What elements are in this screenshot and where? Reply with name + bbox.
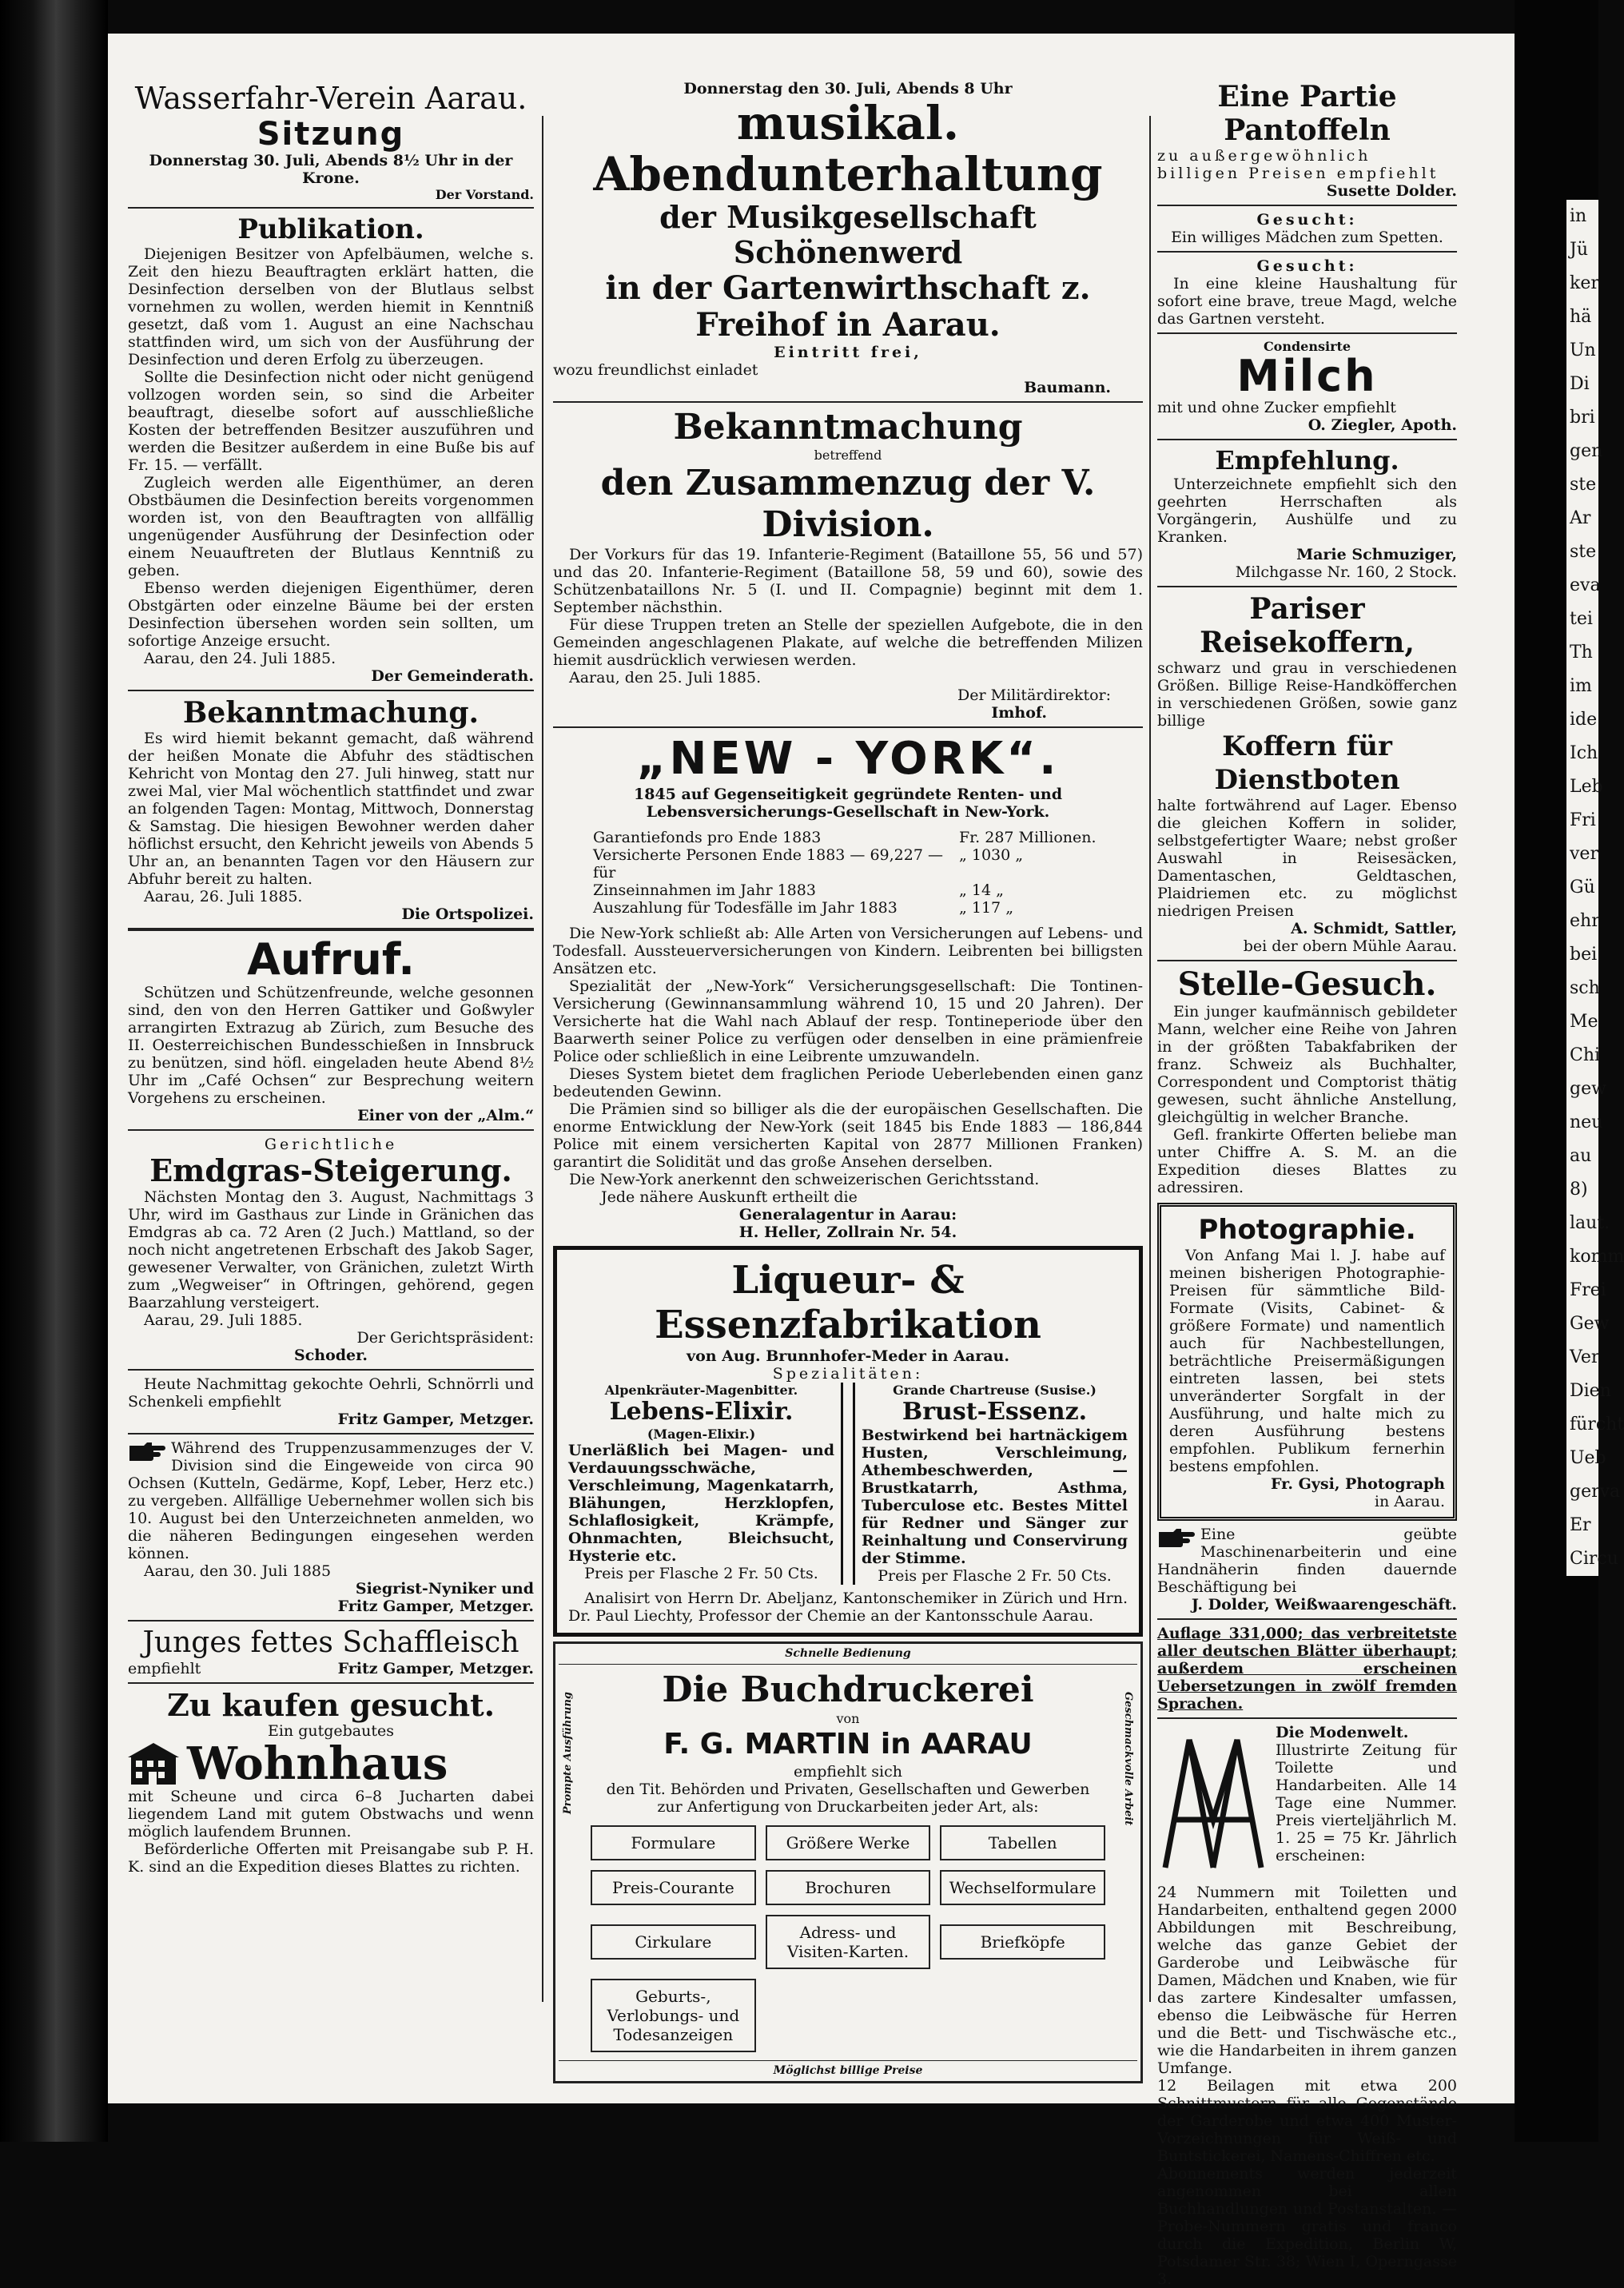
ad-bottom: Möglichst billige Preise [559,2060,1137,2078]
print-product-item: Geburts-, Verlobungs- und Todesanzeigen [591,1979,756,2052]
wohnhaus-ad [128,1689,534,1876]
ad-subtitle: Ein gutgebautes [267,1722,395,1740]
ad-text: Der Vorkurs für das 19. Infanterie-Regiment (Bataillone 55, 56 und 57) und das 20. Infanterie-Regiment (Bataillone 58, 59 und 60), sowie des Schützenbataillons Nr. 5 (I. und II. Compagnie) beginnt mit dem 1. September nächsthin. [553,546,1143,616]
edge-text-fragment: bri [1566,401,1598,435]
ad-title: Gesucht: [1256,257,1358,275]
edge-text-fragment: ehr [1566,905,1598,938]
ad-sign: O. Ziegler, Apoth. [1308,416,1457,434]
ad-sign: J. Dolder, Weißwaarengeschäft. [1191,1596,1457,1614]
edge-text-fragment: gen [1566,435,1598,468]
ad-text: Ebenso werden diejenigen Eigenthümer, deren Obstgärten oder einzelne Bäume bei der ersten Desinfection übersehen worden sein sollten, um sofortige Anzeige ersucht. [128,579,534,650]
ad-role: Der Militärdirektor: [957,686,1111,704]
ad-subtitle: 1845 auf Gegenseitigkeit gegründete Renten- und Lebensversicherungs-Gesellschaft in New-York. [634,786,1062,821]
edge-text-fragment: in [1566,200,1598,233]
empfehlung-ad [1157,445,1457,581]
ad-title: Aufruf. [247,934,415,985]
edge-text-fragment: fürcht [1566,1408,1598,1442]
ad-sign: Die Ortspolizei. [401,905,534,923]
ny-figure-row [593,881,1143,899]
photographie-ad [1157,1203,1457,1521]
ad-sign: Siegrist-Nyniker und [355,1580,534,1598]
print-product-item: Briefköpfe [940,1924,1105,1960]
edge-text-fragment: ide [1566,703,1598,737]
ad-pre: empfiehlt [128,1660,201,1677]
ad-heading: Lebens-Elixir. [609,1398,794,1426]
ad-title: musikal. Abendunterhaltung [593,96,1103,201]
ad-text: empfiehlt sich [793,1763,903,1781]
edge-text-fragment: ver [1566,838,1598,871]
print-product-item: Adress- und Visiten-Karten. [766,1915,931,1969]
print-product-item: Preis-Courante [591,1870,756,1905]
column-left [128,80,534,1876]
ad-role: Der Gerichtspräsident: [356,1329,534,1347]
ad-text: mit und ohne Zucker empfiehlt [1157,399,1396,416]
edge-text-fragment: Th [1566,636,1598,670]
column-rule-1 [542,116,543,2002]
zusammenzug-ad [553,408,1143,722]
ad-side-left: Prompte Ausführung [562,1692,574,1815]
aufruf-ad [128,936,534,1124]
edge-text-fragment: au [1566,1140,1598,1173]
oehrli-ad [128,1375,534,1428]
ad-sign: Fr. Gysi, Photograph [1271,1475,1445,1493]
edge-text-fragment: Circu [1566,1542,1598,1576]
ad-agent: Generalagentur in Aarau: [738,1206,957,1224]
gesucht-ad-1 [1157,211,1457,246]
column-rule-2 [1149,116,1151,2002]
ad-pretitle: Gerichtliche [264,1136,398,1153]
edge-text-fragment: komm [1566,1240,1598,1274]
print-products-grid [587,1822,1109,2055]
auflage-notice: Auflage 331,000; das verbreitetste aller deutschen Blätter überhaupt; außerdem erscheinen Uebersetzungen in zwölf fremden Sprachen. [1157,1625,1457,1713]
ad-text: In eine kleine Haushaltung für sofort eine brave, treue Magd, welche das Gartnen versteht. [1157,275,1457,328]
ad-sign: H. Heller, Zollrain Nr. 54. [738,1224,957,1241]
schaffleisch-ad [128,1626,534,1677]
ad-text: Nächsten Montag den 3. August, Nachmittags 3 Uhr, wird im Gasthaus zur Linde in Gränichen das Emdgras ab ca. 72 Aren (2 Juch.) Mattland, so der noch nicht angetretenen Erbschaft des Jakob Sager, gewesener Verwalter, von Gränichen, zuletzt Wirth zum „Wegweiser“ in Oftringen, gehörend, gegen Baarzahlung versteigert. [128,1188,534,1311]
ad-text: Schützen und Schützenfreunde, welche gesonnen sind, den von den Herren Gattiker und Goßwyler arrangirten Extrazug ab Zürich, zum Besuche des II. Oesterreichischen Bundesschießen in Innsbruck zu benützen, sind höfl. eingeladen heute Abend 8½ Uhr im „Café Ochsen“ zur Besprechung weitern Vorgehens zu erscheinen. [128,984,534,1107]
ad-line: den Zusammenzug der V. Division. [600,463,1096,545]
edge-text-fragment: Un [1566,334,1598,368]
ad-subtitle: Sitzung [257,116,405,153]
liqueur-ad [553,1246,1143,1637]
ad-sign: Der Vorstand. [435,187,534,202]
ad-text: 24 Nummern mit Toiletten und Handarbeiten, enthaltend gegen 2000 Abbildungen mit Beschreibung, welche das ganze Gebiet der Garderobe und Leibwäsche für Damen, Mädchen und Knaben, wie für das zartere Kindesalter umfassen, ebenso die Leibwäsche für Herren und die Bett- und Tischwäsche etc., wie die Handarbeiten in ihrem ganzen Umfange. [1157,1884,1457,2077]
ad-pretitle: Donnerstag den 30. Juli, Abends 8 Uhr [683,80,1013,97]
abendunterhaltung-ad [553,80,1143,396]
ad-text: Illustrirte Zeitung für Toilette und Handarbeiten. Alle 14 Tage eine Nummer. Preis vierteljährlich M. 1. 25 = 75 Kr. Jährlich erscheinen: [1276,1741,1457,1864]
ad-text: Analisirt von Herrn Dr. Abeljanz, Kantonschemiker in Zürich und Hrn. Dr. Paul Liechty, Professor der Chemie an der Kantonsschule Aarau. [568,1590,1128,1625]
ad-title: „NEW - YORK“. [636,733,1060,785]
publikation-ad [128,213,534,685]
edge-text-fragment: Ver [1566,1341,1598,1375]
gesucht-ad-2 [1157,257,1457,328]
edge-text-fragment: Ueb [1566,1442,1598,1475]
edge-text-fragment: gew [1566,1072,1598,1106]
ad-text: Eintritt frei, [774,344,922,361]
ad-text: mit Scheune und circa 6–8 Jucharten dabei liegendem Land mit gutem Obstwachs und wenn möglich laufendem Brunnen. [128,1788,534,1840]
liqueur-left [568,1383,834,1585]
ad-text: Ein williges Mädchen zum Spetten. [1171,229,1443,246]
ny-figure-row [593,846,1143,881]
modenwelt-ad [1157,1724,1457,2288]
edge-text-fragment: neu [1566,1106,1598,1140]
ad-date: Aarau, den 25. Juli 1885. [569,669,762,686]
maschinen-ad [1157,1526,1457,1614]
edge-text-fragment: Me [1566,1005,1598,1039]
ad-text: Für diese Truppen treten an Stelle der speziellen Aufgebote, die in den Gemeinden angeschlagenen Plakate, auf welche die betreffenden Milizen hiemit ausdrücklich verwiesen werden. [553,616,1143,669]
truppen-ad [128,1439,534,1615]
ad-sign: Schoder. [293,1347,368,1364]
adjacent-page-edge [1566,200,1624,1878]
edge-text-fragment: ste [1566,535,1598,569]
ny-figure-row [593,899,1143,917]
ad-sign: Einer von der „Alm.“ [357,1107,534,1124]
edge-text-fragment: Ar [1566,502,1598,535]
pointing-hand-icon [128,1441,166,1462]
edge-text-fragment: Jü [1566,233,1598,267]
ad-title: Pariser Reisekoffern, [1200,592,1415,659]
ad-text: zu außergewöhnlich billigen Preisen empfiehlt [1157,147,1439,182]
ad-date: Aarau, den 24. Juli 1885. [144,650,336,667]
ad-sign: Fritz Gamper, Metzger. [337,1660,534,1677]
ad-text: Alpenkräuter-Magenbitter. [604,1383,798,1398]
ad-text: zur Anfertigung von Druckarbeiten jeder Art, als: [657,1798,1039,1816]
ad-address: in Aarau. [1374,1493,1445,1510]
ad-sign: Susette Dolder. [1326,182,1457,200]
ad-title: Bekanntmachung. [182,696,480,730]
ny-figure-label: Zinseinnahmen im Jahr 1883 [593,881,816,899]
ad-text: halte fortwährend auf Lager. Ebenso die gleichen Koffern in solider, selbstgefertigter Waare; nebst großer Auswahl in Reisesäcken, Damentaschen, Geldtaschen, Plaidriemen etc. zu möglichst niedrigen Preisen [1157,797,1457,920]
print-product-item: Formulare [591,1825,756,1860]
edge-text-fragment: 8) [1566,1173,1598,1207]
ad-text: Von Anfang Mai l. J. habe auf meinen bisherigen Photographie-Preisen für sämmtliche Bild-Formate (Visits, Cabinet- & größere Formate) und namentlich auch für Nachbestellungen, beträchtliche Preisermäßigungen eintreten lassen, bei stets unveränderter Sorgfalt in der Ausführung, und halte mich zu deren Ausführung bestens empfohlen. Publikum fernerhin bestens empfohlen. [1169,1247,1445,1475]
milch-ad [1157,339,1457,434]
edge-text-fragment: Chi [1566,1039,1598,1072]
ad-side-right: Geschmackvolle Arbeit [1122,1692,1134,1826]
edge-text-fragment: hä [1566,300,1598,334]
ad-title: Emdgras-Steigerung. [149,1152,512,1188]
ny-figure-value: „ 14 „ [959,881,1004,899]
ad-date: Aarau, 29. Juli 1885. [144,1311,303,1329]
edge-text-fragment: bei [1566,938,1598,972]
ad-title: Die Buchdruckerei [662,1669,1034,1710]
ny-figure-label: Versicherte Personen Ende 1883 — 69,227 — für [593,846,943,881]
column-center [553,80,1143,2083]
edge-text-fragment: ste [1566,468,1598,502]
edge-text-fragment: Er [1566,1509,1598,1542]
print-product-item: Tabellen [940,1825,1105,1860]
ad-subtitle: betreffend [814,448,882,463]
ad-price: Preis per Flasche 2 Fr. 50 Cts. [584,1565,818,1582]
ad-line: der Musikgesellschaft Schönenwerd [659,199,1037,270]
edge-text-fragment: tei [1566,603,1598,636]
ad-title: Empfehlung. [1215,445,1399,476]
emdgras-ad [128,1136,534,1364]
ad-text: Unterzeichnete empfiehlt sich den geehrten Herrschaften als Vorgängerin, Aushülfe und zu Kranken. [1157,476,1457,546]
ad-sign: Fritz Gamper, Metzger. [337,1598,534,1615]
ad-heading: Brust-Essenz. [902,1398,1088,1426]
ad-title: Eine Partie Pantoffeln [1217,80,1397,147]
ad-title: Stelle-Gesuch. [1177,965,1437,1003]
ad-title: Publikation. [237,213,424,245]
ad-text: Ein junger kaufmännisch gebildeter Mann, welcher eine Reihe von Jahren in der größten Tabakfabriken der franz. Schweiz als Buchhalter, Correspondent und Comptorist thätig gewesen, sucht ähnliche Anstellung, gleichgültig in welcher Branche. [1157,1003,1457,1126]
ad-text: schwarz und grau in verschiedenen Größen. Billige Reise-Handköfferchen in verschiedenen Größen, sowie ganz billige [1157,659,1457,730]
ad-text: Sollte die Desinfection nicht oder nicht genügend vollzogen worden sein, so sind die Arbeiter beauftragt, dieselbe sofort auf ausschließliche Kosten der betreffenden Besitzer auszuführen und werden die Besitzer außerdem in eine Buße bis auf Fr. 15. — verfällt. [128,368,534,474]
edge-text-fragment: ker [1566,267,1598,300]
edge-text-fragment: Frei [1566,1274,1598,1307]
ad-sign: A. Schmidt, Sattler, [1291,920,1457,937]
ad-text: Jede nähere Auskunft ertheilt die [601,1188,858,1206]
ad-text: Abonnements werden jederzeit angenommen bei allen Buchhandlungen und Postanstalten. — Probe-Nummern gratis und franco durch die Expedition, Berlin W, Potsdamer Str. 38; Wien I, Operngasse 3. [1157,2165,1457,2288]
ad-title: Bekanntmachung [673,407,1023,448]
house-icon [128,1741,179,1786]
edge-text-fragment: Di [1566,368,1598,401]
ad-text: Dieses System bietet dem fraglichen Periode Ueberlebenden einen ganz bedeutenden Gewinn. [553,1065,1143,1100]
ad-subtitle: von Aug. Brunnhofer-Meder in Aarau. [687,1347,1009,1365]
edge-text-fragment: Dien [1566,1375,1598,1408]
ad-sign: Imhof. [991,704,1047,722]
edge-text-fragment: eva [1566,569,1598,603]
ny-figure-value: Fr. 287 Millionen. [959,829,1097,846]
ad-text: Die Prämien sind so billiger als die der europäischen Gesellschaften. Die enorme Entwicklung der New-York (seit 1845 bis Ende 1883 — 186,844 Police mit einem versicherten Kapital von 2877 Millionen Franken) garantirt die Solidität und das große Ansehen derselben. [553,1100,1143,1171]
ad-text: Donnerstag 30. Juli, Abends 8½ Uhr in der Krone. [149,152,513,187]
ad-title: Liqueur- & Essenzfabrikation [655,1258,1041,1347]
ad-text: 12 Beilagen mit etwa 200 Schnittmustern für alle Gegenstände der Garderobe und etwa 400 Muster-Vorzeichnungen für Weiß- und Buntstickerei, Namens-Chiffren etc. [1157,2077,1457,2165]
ad-text: Eine geübte Maschinenarbeiterin und eine Handnäherin finden dauernde Beschäftigung bei [1157,1526,1457,1596]
buchdruckerei-ad [553,1641,1143,2083]
ad-sign: Marie Schmuziger, [1296,546,1457,563]
ad-address: Milchgasse Nr. 160, 2 Stock. [1235,563,1457,581]
ad-title: Gesucht: [1256,211,1358,229]
ad-text: Spezialitäten: [772,1365,924,1383]
print-product-item: Wechselformulare [940,1870,1105,1905]
ad-sign: Baumann. [1024,379,1111,396]
ny-figure-value: „ 117 „ [959,899,1014,917]
ny-figure-label: Garantiefonds pro Ende 1883 [593,829,822,846]
ad-text: Gefl. frankirte Offerten beliebe man unter Chiffre A. S. M. an die Expedition dieses Blattes zu adressiren. [1157,1126,1457,1196]
liqueur-right [862,1383,1128,1585]
edge-text-fragment: Ich [1566,737,1598,770]
ad-title: Photographie. [1198,1214,1416,1246]
ad-text: Die New-York schließt ab: Alle Arten von Versicherungen auf Lebens- und Todesfall. Aussteuerversicherungen von Kindern. Leibrenten bei billigsten Ansätzen etc. [553,925,1143,977]
new-york-ad [553,733,1143,1241]
ad-date: Aarau, 26. Juli 1885. [144,888,303,905]
ad-title: Milch [1236,351,1378,401]
ad-text: Grande Chartreuse (Susise.) [893,1383,1097,1398]
edge-text-fragment: laut. [1566,1207,1598,1240]
ad-text: Spezialität der „New-York“ Versicherungsgesellschaft: Die Tontinen-Versicherung (Gewinnansammlung während 10, 15 und 20 Jahren). Der Versicherte hat die Wahl nach Ablauf der resp. Tontineperiode über den Baarwerth seiner Police zu verfügen oder denselben in eine prämienfreie Police oder schließlich in eine Leibrente umzuwandeln. [553,977,1143,1065]
modenwelt-logo [1157,1724,1269,1884]
ad-title: Junges fettes Schaffleisch [142,1626,519,1659]
edge-text-fragment: im [1566,670,1598,703]
ad-text: Heute Nachmittag gekochte Oehrli, Schnörrli und Schenkeli empfiehlt [128,1375,534,1411]
print-product-item: Größere Werke [766,1825,931,1860]
ad-text: Zugleich werden alle Eigenthümer, an deren Obstbäumen die Desinfection bereits vorgenommen worden ist, von den Beauftragten von allfällig ungenügender Ausführung der Desinfection oder einem Neuauftreten der Blutlaus Kenntniß zu geben. [128,474,534,579]
column-right [1157,80,1457,2288]
stelle-gesuch-ad [1157,966,1457,1196]
ad-title: Wasserfahr-Verein Aarau. [134,81,527,116]
ad-sign: Fritz Gamper, Metzger. [337,1411,534,1428]
ad-pretitle: Condensirte [1263,339,1351,354]
reisekoffern-ad [1157,592,1457,955]
ad-text: (Magen-Elixir.) [647,1427,756,1442]
ny-figure-value: „ 1030 „ [959,846,1024,864]
ad-date: Aarau, den 30. Juli 1885 [144,1562,332,1580]
edge-text-fragment: Gü [1566,871,1598,905]
ad-price: Preis per Flasche 2 Fr. 50 Cts. [878,1567,1112,1585]
pantoffeln-ad [1157,80,1457,200]
ad-top: Schnelle Bedienung [559,1647,1137,1665]
book-spine [0,0,108,2142]
ad-heading: Koffern für Dienstboten [1214,730,1400,796]
ad-big: Wohnhaus [187,1737,448,1790]
ny-figures-table [593,829,1143,917]
ny-figure-row [593,829,1143,846]
ad-address: bei der obern Mühle Aarau. [1243,937,1457,955]
ad-text: Es wird hiemit bekannt gemacht, daß während der heißen Monate die Abfuhr des städtischen Kehricht von Montag den 27. Juli hinweg, statt nur zwei Mal, vier Mal wöchentlich stattfindet und zwar an folgenden Tagen: Montag, Mittwoch, Donnerstag & Samstag. Die hiesigen Bewohner werden daher höflichst ersucht, den Kehricht jeweils von Abends 5 Uhr an, an benannten Tagen vor den Häusern zur Abfuhr bereit zu halten. [128,730,534,888]
ad-text: Unerläßlich bei Magen- und Verdauungsschwäche, Verschleimung, Magenkatarrh, Blähungen, Herzklopfen, Schlaflosigkeit, Krämpfe, Ohnmachten, Bleichsucht, Hysterie etc. [568,1442,834,1565]
ad-name: F. G. MARTIN in AARAU [663,1728,1033,1761]
pointing-hand-icon [1157,1527,1196,1548]
edge-text-fragment: gerva [1566,1475,1598,1509]
bekanntmachung-ad [128,696,534,923]
ad-sign: Der Gemeinderath. [371,667,534,685]
ad-title: Zu kaufen gesucht. [167,1687,495,1723]
edge-text-fragment: Gew [1566,1307,1598,1341]
ad-title: Die Modenwelt. [1276,1724,1409,1741]
edge-text-fragment: sch [1566,972,1598,1005]
ad-text: von [836,1711,860,1726]
ad-text: Bestwirkend bei hartnäckigem Husten, Verschleimung, Athembeschwerden, — Brustkatarrh, Asthma, Tuberculose etc. Bestes Mittel für Redner und Sänger zur Reinhaltung und Conservirung der Stimme. [862,1427,1128,1567]
ad-text: Die New-York anerkennt den schweizerischen Gerichtsstand. [569,1171,1040,1188]
ad-text: wozu freundlichst einladet [553,361,758,379]
wasserfahr-ad [128,80,534,202]
ad-text: Während des Truppenzusammenzuges der V. Division sind die Eingeweide von circa 90 Ochsen (Kutteln, Gedärme, Kopf, Leber, Herz etc.) zu vergeben. Allfällige Uebernehmer wollen sich bis 10. August bei den Unterzeichneten anmelden, wo die näheren Bedingungen eingesehen werden können. [128,1439,534,1562]
ad-line: in der Gartenwirthschaft z. Freihof in Aarau. [605,269,1091,344]
ny-figure-label: Auszahlung für Todesfälle im Jahr 1883 [593,899,898,917]
edge-text-fragment: Fri [1566,804,1598,838]
print-product-item: Brochuren [766,1870,931,1905]
edge-text-fragment: Leb [1566,770,1598,804]
ad-text: den Tit. Behörden und Privaten, Gesellschaften und Gewerben [606,1781,1090,1798]
print-product-item: Cirkulare [591,1924,756,1960]
ad-text: Diejenigen Besitzer von Apfelbäumen, welche s. Zeit den hiezu Beauftragten erklärt hatten, die Desinfection derselben von der Blutlaus selbst vornehmen zu wollen, werden hiemit in Kenntniß gesetzt, daß vom 1. August an eine Nachschau stattfinden wird, um sich von der Ausführung der Desinfection und deren Erfolg zu überzeugen. [128,245,534,368]
ad-text: Beförderliche Offerten mit Preisangabe sub P. H. K. sind an die Expedition dieses Blattes zu richten. [128,1840,534,1876]
